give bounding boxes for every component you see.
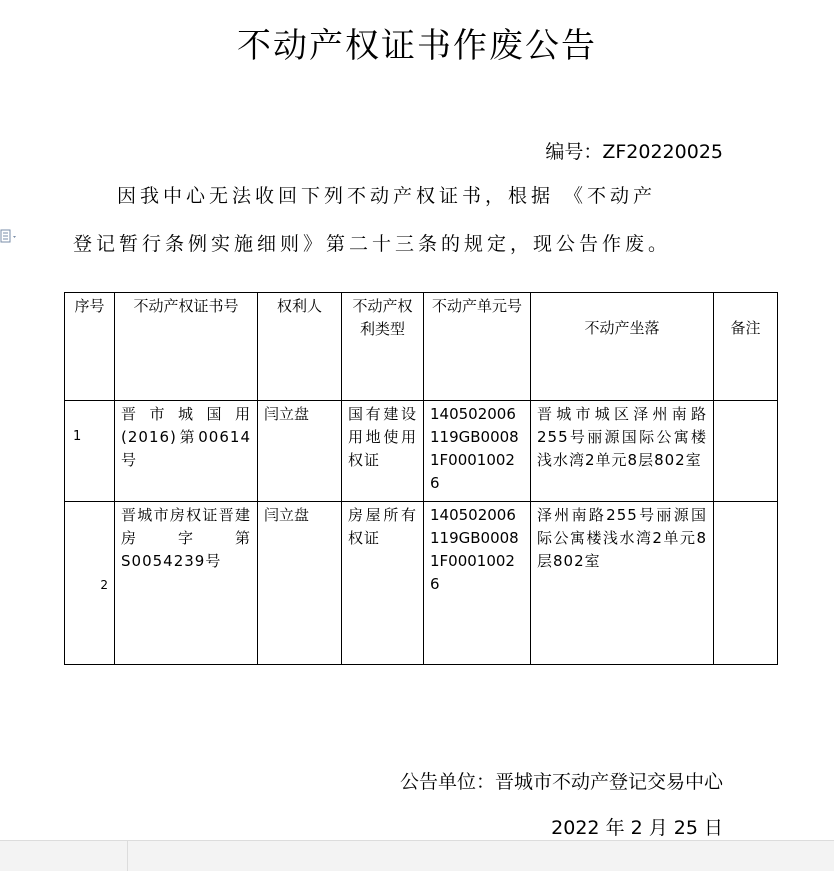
- row-location: 晋城市城区泽州南路255号丽源国际公寓楼浅水湾2单元8层802室: [531, 401, 714, 502]
- status-bar: [0, 840, 834, 871]
- row-owner: 闫立盘: [258, 502, 342, 665]
- announcing-unit: 公告单位：晋城市不动产登记交易中心: [399, 771, 723, 793]
- header-unit: 不动产单元号: [424, 293, 531, 401]
- row-type: 国有建设用地使用权证: [342, 401, 424, 502]
- row-note: [714, 502, 778, 665]
- row-unit: 140502006119GB00081F00010026: [424, 502, 531, 665]
- row-index: 1: [65, 401, 115, 502]
- paragraph-line-2: 登记暂行条例实施细则》第二十三条的规定，现公告作废。: [73, 233, 672, 255]
- header-owner: 权利人: [258, 293, 342, 401]
- row-unit: 140502006119GB00081F00010026: [424, 401, 531, 502]
- row-location: 泽州南路255号丽源国际公寓楼浅水湾2单元8层802室: [531, 502, 714, 665]
- header-type: 不动产权利类型: [342, 293, 424, 401]
- row-cert: 晋城市房权证晋建房字第S0054239号: [115, 502, 258, 665]
- row-note: [714, 401, 778, 502]
- document-title: 不动产权证书作废公告: [237, 26, 597, 66]
- announcement-date: 2022 年 2 月 25 日: [551, 817, 723, 839]
- row-owner: 闫立盘: [258, 401, 342, 502]
- document-icon[interactable]: [0, 229, 20, 245]
- header-location: 不动产坐落: [531, 293, 714, 401]
- table-row: [65, 502, 778, 665]
- row-index: 2: [65, 502, 115, 665]
- header-note: 备注: [714, 293, 778, 401]
- paragraph-line-1: 因我中心无法收回下列不动产权证书，根据 《不动产: [117, 185, 657, 207]
- document-number: 编号：ZF20220025: [545, 141, 723, 163]
- header-index: 序号: [65, 293, 115, 401]
- header-cert: 不动产权证书号: [115, 293, 258, 401]
- certificate-table: [64, 292, 778, 665]
- table-row: [65, 401, 778, 502]
- status-bar-segment: [0, 841, 128, 871]
- row-type: 房屋所有权证: [342, 502, 424, 665]
- row-cert: 晋市城国用(2016)第00614号: [115, 401, 258, 502]
- table-header-row: [65, 293, 778, 401]
